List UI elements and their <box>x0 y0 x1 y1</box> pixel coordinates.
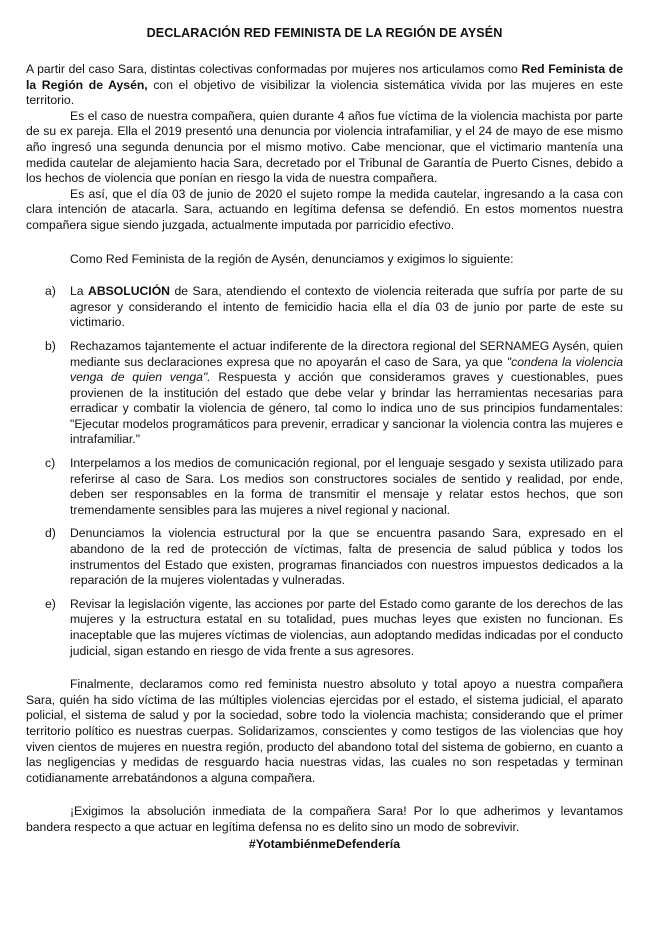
demand-item-e <box>26 597 623 659</box>
document-title: DECLARACIÓN RED FEMINISTA DE LA REGIÓN DE AYSÉN <box>146 26 503 40</box>
intro-paragraph-3: Es así, que el día 03 de junio de 2020 el sujeto rompe la medida cautelar, ingresando a la casa con clara intención de atacarla. Sara, actuando en legítima defensa se defendió. En estos momentos nuestra compañera sigue siendo juzgada, actualmente imputada por parricidio efectivo. <box>26 186 623 232</box>
item-text: La <box>70 284 89 299</box>
demands-intro: Como Red Feminista de la región de Aysén, denunciamos y exigimos lo siguiente: <box>70 251 514 266</box>
item-text: Interpelamos a los medios de comunicación regional, por el lenguaje sesgado y sexista utilizado para referirse al caso de Sara. Los medios son constructores sociales de sentido y realidad, por ende, deben ser responsables en la forma de transmitir el mensaje y relatar estos hechos, que son tremendamente sensibles para las mujeres a nivel regional y nacional. <box>70 456 623 517</box>
item-letter: d) <box>45 526 56 541</box>
demand-item-b <box>26 339 623 448</box>
item-bold-text: ABSOLUCIÓN <box>88 284 170 299</box>
hashtag: #YotambiénmeDefendería <box>248 836 401 851</box>
item-text: Respuesta y acción que consideramos graves y cuestionables, pues provienen de la institución del estado que debe velar y brindar las herramientas necesarias para erradicar y combatir la violencia de género, tal como lo indica uno de sus principios fundamentales: "Ejecutar modelos programáticos para prevenir, erradicar y sancionar la violencia contra las mujeres e intrafamiliar." <box>70 370 623 447</box>
demand-item-d <box>26 526 623 588</box>
item-quote: "condena la violencia venga de quien venga". <box>70 354 623 385</box>
item-text: de Sara, atendiendo el contexto de violencia reiterada que sufría por parte de su agresor y considerando el intento de femicidio hacia ella el día 03 de junio por parte de este su victimario. <box>70 284 623 330</box>
item-letter: c) <box>45 456 56 471</box>
intro-text: con el objetivo de visibilizar la violencia sistemática vivida por las mujeres en este territorio. <box>26 77 623 108</box>
intro-paragraph-1 <box>26 62 623 109</box>
item-letter: e) <box>45 596 56 611</box>
item-letter: b) <box>45 338 56 353</box>
closing-paragraph-2: ¡Exigimos la absolución inmediata de la compañera Sara! Por lo que adherimos y levantamos bandera respecto a que actuar en legítima defensa no es delito sino un modo de sobrevivir. <box>26 804 623 834</box>
item-text: Revisar la legislación vigente, las acciones por parte del Estado como garante de los derechos de las mujeres y la estructura estatal en su totalidad, pues muchas leyes que existen no funcionan. Es inaceptable que las mujeres víctimas de violencias, aun adoptando medidas indicadas por el conducto judicial, sigan estando en riesgo de vida frente a sus agresores. <box>70 596 623 658</box>
item-text: Denunciamos la violencia estructural por la que se encuentra pasando Sara, expresado en el abandono de la red de protección de víctimas, falta de presencia de salud pública y todos los instrumentos del Estado que existen, programas financiados con nuestros impuestos dedicados a la reparación de la mujeres violentadas y vulneradas. <box>70 526 623 588</box>
demand-item-c <box>26 456 623 518</box>
network-name: Red Feminista de la Región de Aysén, <box>26 62 623 92</box>
item-text: Rechazamos tajantemente el actuar indiferente de la directora regional del SERNAMEG Aysén, quien mediante sus declaraciones expresa que no apoyarán el caso de Sara, ya que <box>70 338 623 369</box>
item-letter: a) <box>45 284 56 299</box>
closing-paragraph-1: Finalmente, declaramos como red feminista nuestro absoluto y total apoyo a nuestra compañera Sara, quién ha sido víctima de las múltiples violencias ejercidas por el estado, el sistema judicial, el aparato policial, el sistema de salud y por la sociedad, sobre todo la violencia machista; considerando que el primer territorio político es nuestras cuerpas. Solidarizamos, conscientes y como testigos de las violencias que hoy viven cientos de mujeres en nuestra región, producto del abandono total del sistema de gobierno, en cuanto a las negligencias y medidas de resguardo hacia nuestras vidas, las cuales no son respetadas y terminan cotidianamente arrebatándonos a alguna compañera. <box>26 677 623 785</box>
intro-paragraph-2: Es el caso de nuestra compañera, quien durante 4 años fue víctima de la violencia machista por parte de su ex pareja. Ella el 2019 presentó una denuncia por violencia intrafamiliar, y el 24 de mayo de ese mismo año ingresó una segunda denuncia por el mismo motivo. Cabe mencionar, que el victimario mantenía una medida cautelar de alejamiento hacia Sara, decretado por el Tribunal de Garantía de Puerto Cisnes, debido a los hechos de violencia que ponían en riesgo la vida de nuestra compañera. <box>26 108 623 186</box>
demands-list <box>26 284 623 659</box>
demand-item-a <box>26 284 623 331</box>
intro-text: A partir del caso Sara, distintas colectivas conformadas por mujeres nos articulamos como <box>26 62 522 76</box>
